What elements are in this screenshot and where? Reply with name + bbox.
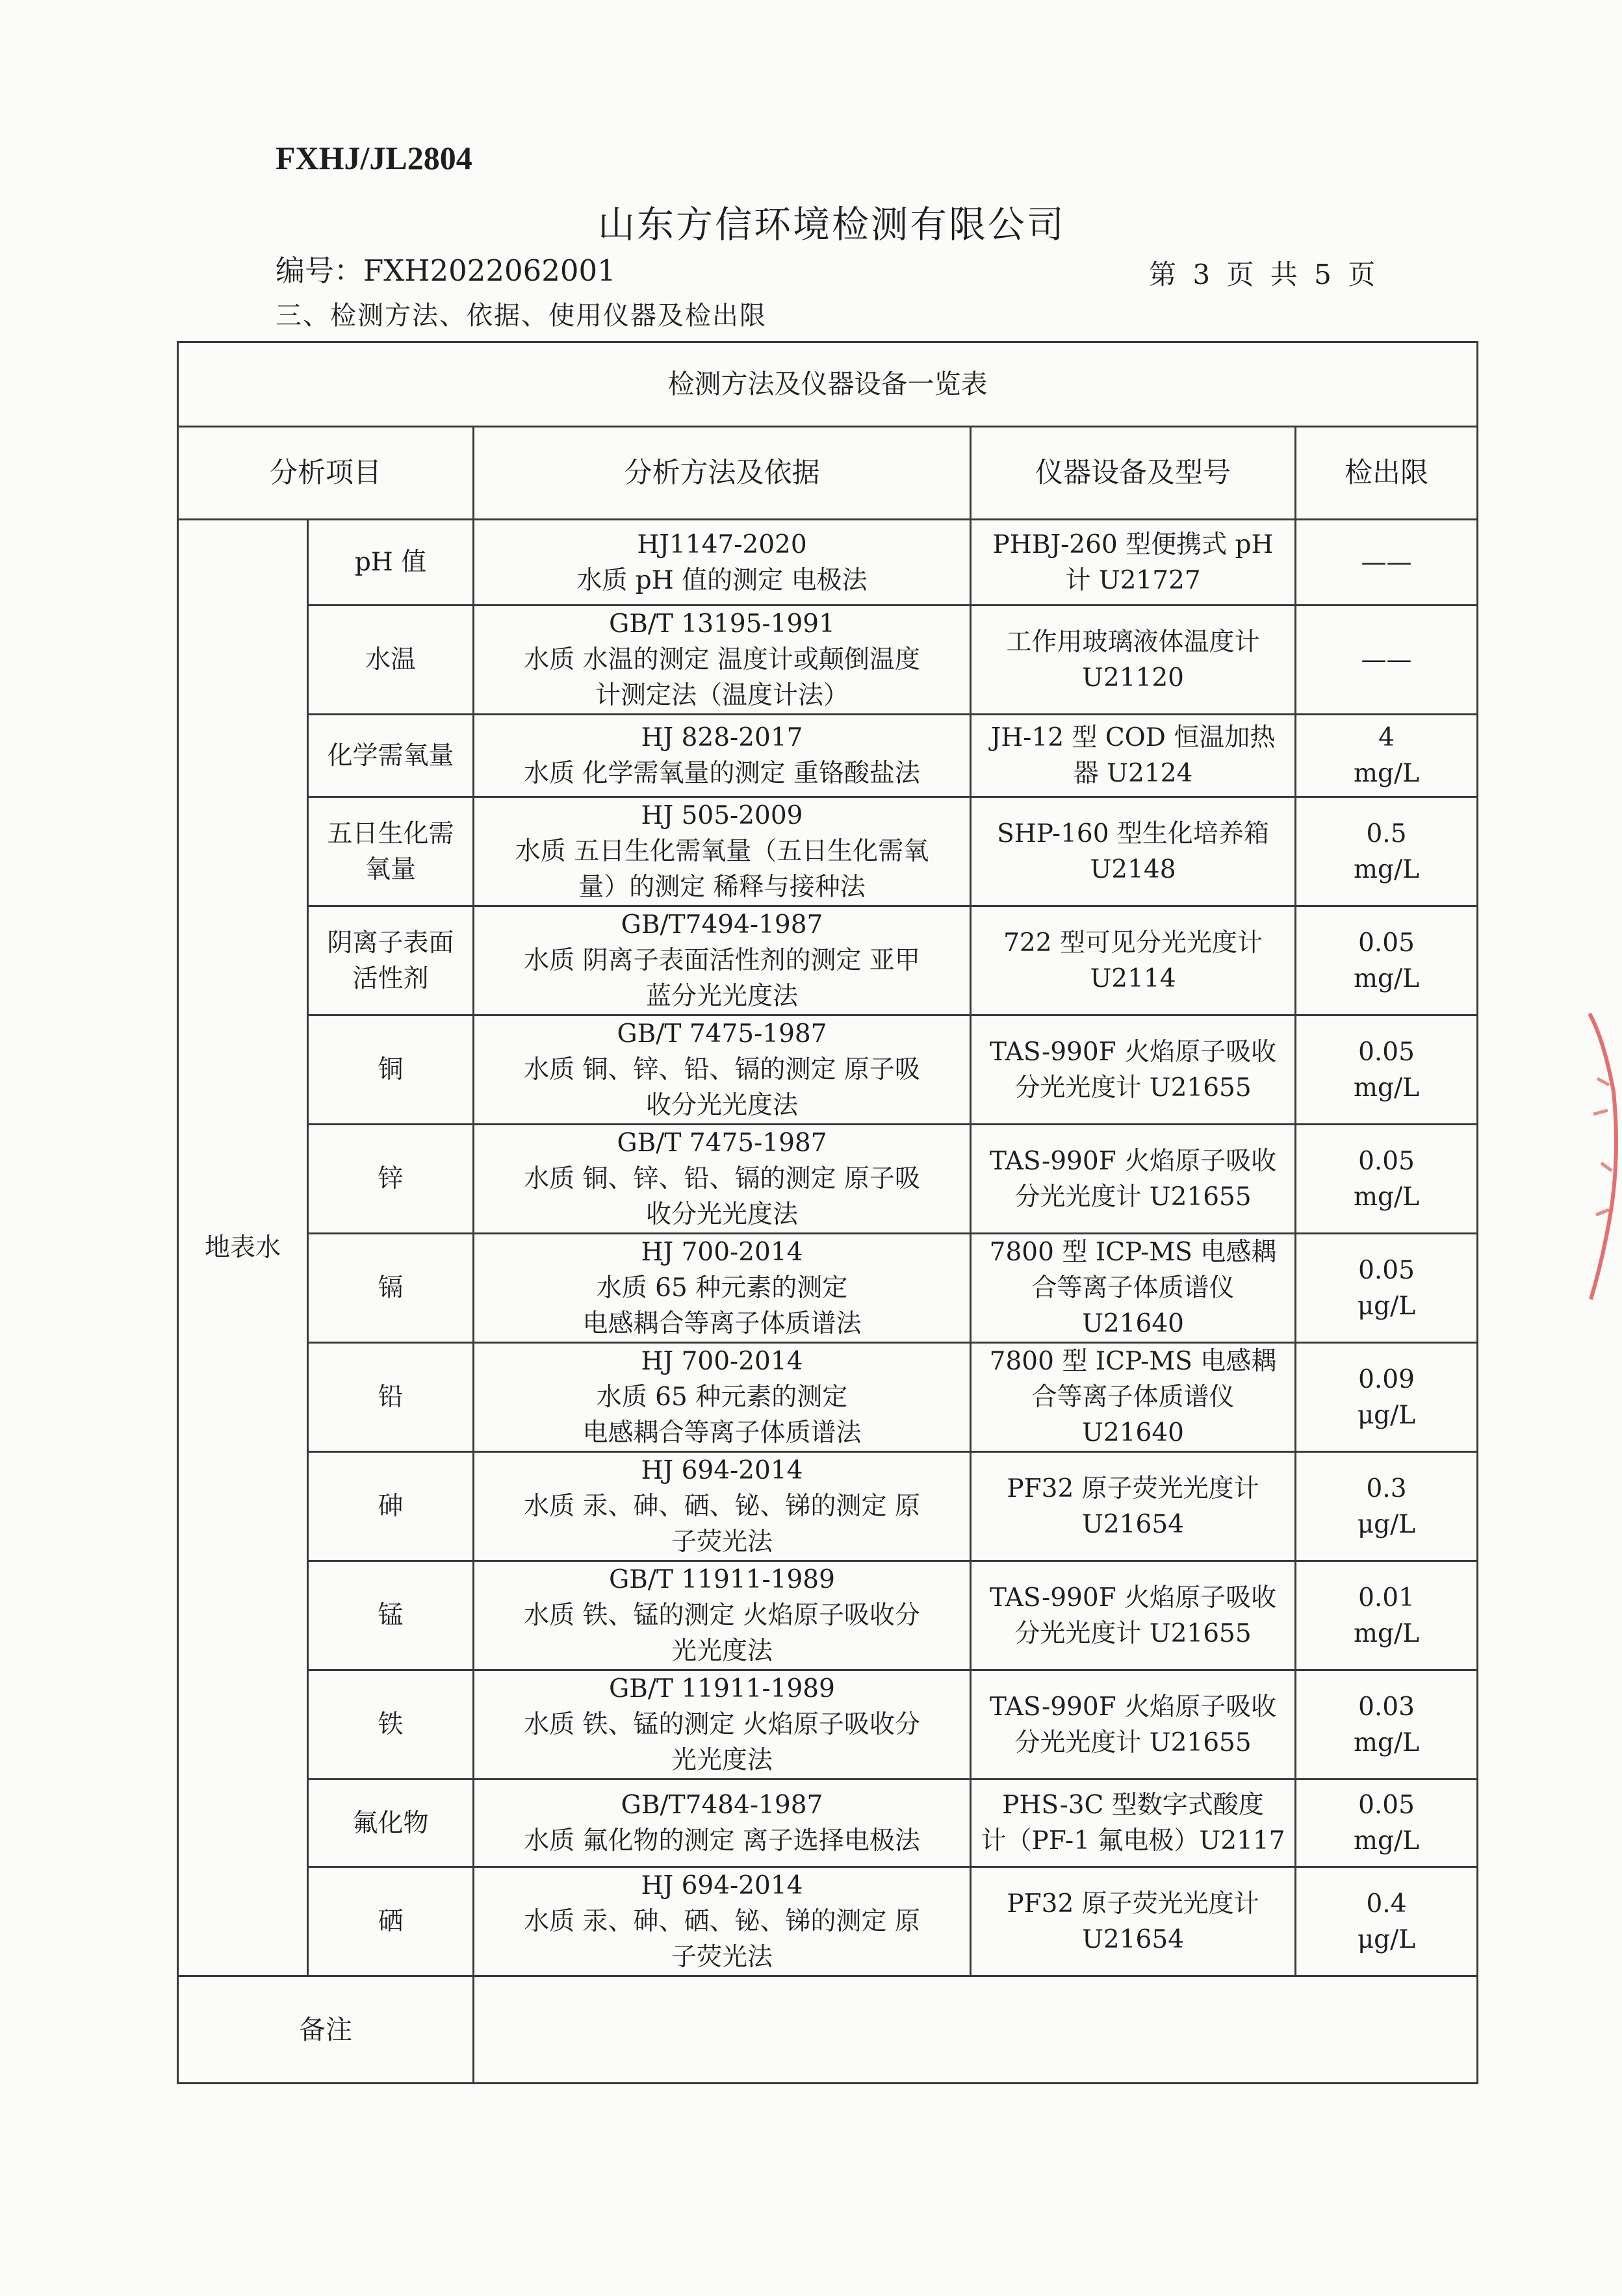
- limit-cell: [1296, 1670, 1478, 1779]
- limit-line: 4: [1378, 723, 1395, 752]
- limit-cell: [1296, 1561, 1478, 1670]
- table-row: [178, 1015, 1478, 1125]
- method-line: 水质 阴离子表面活性剂的测定 亚甲: [524, 946, 920, 975]
- table-row: [178, 906, 1478, 1015]
- method-line: 收分光光度法: [645, 1091, 798, 1120]
- limit-cell: [1296, 1125, 1478, 1234]
- instrument-line: 器 U2124: [1073, 759, 1193, 788]
- limit-line: 0.05: [1358, 1146, 1415, 1176]
- limit-line: 0.05: [1358, 928, 1415, 958]
- limit-cell: [1296, 906, 1478, 1015]
- item-cell: [308, 715, 474, 797]
- method-cell: [474, 715, 971, 797]
- instrument-cell: [971, 1670, 1296, 1779]
- item-line: 硒: [378, 1907, 404, 1936]
- limit-line: 0.3: [1366, 1473, 1407, 1503]
- table-row: [178, 715, 1478, 797]
- method-line: 水质 汞、砷、硒、铋、锑的测定 原: [524, 1492, 920, 1521]
- instrument-line: JH-12 型 COD 恒温加热: [990, 723, 1276, 752]
- limit-line: 0.01: [1358, 1583, 1415, 1613]
- instrument-line: U2114: [1090, 963, 1176, 993]
- table-row: [178, 1452, 1478, 1561]
- limit-line: 0.03: [1358, 1692, 1415, 1722]
- limit-line: 0.05: [1358, 1791, 1415, 1820]
- method-line: 水质 铁、锰的测定 火焰原子吸收分: [524, 1601, 920, 1630]
- table-row: [178, 797, 1478, 906]
- item-line: 活性剂: [352, 963, 429, 993]
- instrument-cell: [971, 520, 1296, 606]
- item-line: 锰: [378, 1601, 404, 1630]
- instrument-cell: [971, 797, 1296, 906]
- section-title: 三、检测方法、依据、使用仪器及检出限: [276, 301, 767, 331]
- method-line: HJ 694-2014: [641, 1456, 803, 1485]
- method-line: 电感耦合等离子体质谱法: [582, 1309, 862, 1338]
- method-cell: [474, 1234, 971, 1343]
- item-line: 水温: [365, 645, 416, 674]
- table-row: [178, 520, 1478, 606]
- page-info: 第 3 页 共 5 页: [1149, 259, 1380, 290]
- item-cell: [308, 606, 474, 715]
- instrument-line: 722 型可见分光光度计: [1003, 928, 1263, 958]
- method-cell: [474, 906, 971, 1015]
- instrument-line: 分光光度计 U21655: [1014, 1728, 1252, 1757]
- limit-line: mg/L: [1354, 963, 1419, 993]
- method-line: 子荧光法: [671, 1943, 773, 1972]
- company-name: 山东方信环境检测有限公司: [598, 203, 1066, 246]
- instrument-cell: [971, 906, 1296, 1015]
- document-code: FXHJ/JL2804: [276, 140, 472, 176]
- item-line: 锌: [378, 1164, 404, 1193]
- instrument-line: SHP-160 型生化培养箱: [997, 819, 1269, 848]
- method-cell: [474, 606, 971, 715]
- table-row: [178, 1867, 1478, 1976]
- instrument-line: U21640: [1082, 1309, 1184, 1338]
- instrument-line: U21640: [1082, 1418, 1184, 1448]
- item-cell: [308, 1125, 474, 1234]
- method-line: 蓝分光光度法: [645, 982, 798, 1011]
- method-line: 计测定法（温度计法）: [595, 681, 849, 710]
- instrument-cell: [971, 715, 1296, 797]
- item-cell: [308, 1234, 474, 1343]
- method-line: 子荧光法: [671, 1527, 773, 1557]
- method-line: HJ1147-2020: [637, 529, 807, 559]
- instrument-cell: [971, 1234, 1296, 1343]
- table-title: 检测方法及仪器设备一览表: [178, 342, 1478, 427]
- limit-line: mg/L: [1354, 1826, 1419, 1856]
- instrument-line: TAS-990F 火焰原子吸收: [989, 1692, 1277, 1722]
- method-line: GB/T7484-1987: [621, 1791, 823, 1820]
- instrument-line: U21120: [1082, 663, 1184, 693]
- limit-cell: [1296, 1867, 1478, 1976]
- item-cell: [308, 1867, 474, 1976]
- item-line: 铜: [378, 1055, 404, 1084]
- instrument-line: 分光光度计 U21655: [1014, 1618, 1252, 1648]
- limit-line: 0.05: [1358, 1037, 1415, 1067]
- instrument-line: 计 U21727: [1065, 565, 1201, 595]
- method-line: 水质 化学需氧量的测定 重铬酸盐法: [524, 759, 920, 788]
- limit-line: μg/L: [1357, 1400, 1416, 1430]
- instrument-line: 7800 型 ICP-MS 电感耦: [989, 1238, 1277, 1267]
- method-line: GB/T 13195-1991: [609, 609, 835, 639]
- limit-line: mg/L: [1354, 1182, 1419, 1212]
- instrument-line: TAS-990F 火焰原子吸收: [989, 1146, 1277, 1176]
- item-line: 砷: [378, 1492, 404, 1521]
- instrument-cell: [971, 1015, 1296, 1125]
- item-line: 铅: [378, 1383, 404, 1412]
- item-cell: [308, 1561, 474, 1670]
- item-line: pH 值: [354, 548, 427, 577]
- remark-value: [474, 1976, 1478, 2084]
- method-line: 水质 65 种元素的测定: [596, 1273, 848, 1303]
- instrument-line: 7800 型 ICP-MS 电感耦: [989, 1347, 1277, 1376]
- method-line: 水质 铜、锌、铅、镉的测定 原子吸: [524, 1164, 920, 1193]
- method-cell: [474, 797, 971, 906]
- method-cell: [474, 1670, 971, 1779]
- header-method: 分析方法及依据: [474, 427, 971, 520]
- limit-cell: [1296, 715, 1478, 797]
- instrument-line: 分光光度计 U21655: [1014, 1073, 1252, 1103]
- table-row: [178, 1125, 1478, 1234]
- remark-label: 备注: [178, 1976, 474, 2084]
- limit-line: 0.4: [1366, 1889, 1407, 1919]
- limit-line: μg/L: [1357, 1924, 1416, 1954]
- item-line: 氧量: [365, 854, 416, 884]
- method-line: 水质 氟化物的测定 离子选择电极法: [524, 1826, 920, 1856]
- method-cell: [474, 1015, 971, 1125]
- method-line: 水质 水温的测定 温度计或颠倒温度: [524, 645, 920, 674]
- method-line: GB/T 11911-1989: [609, 1674, 835, 1703]
- limit-line: μg/L: [1357, 1509, 1416, 1539]
- limit-line: ——: [1361, 548, 1412, 577]
- instrument-line: 合等离子体质谱仪: [1031, 1383, 1235, 1412]
- table-row: [178, 1343, 1478, 1452]
- item-line: 阴离子表面: [327, 928, 454, 958]
- limit-line: μg/L: [1357, 1291, 1416, 1321]
- category-label: 地表水: [204, 1233, 281, 1262]
- method-table: [177, 341, 1478, 2084]
- method-line: 光光度法: [671, 1637, 773, 1666]
- remark-row: [178, 1976, 1478, 2084]
- method-line: GB/T 11911-1989: [609, 1565, 835, 1594]
- table-row: [178, 1234, 1478, 1343]
- instrument-cell: [971, 1867, 1296, 1976]
- instrument-line: 计（PF-1 氟电极）U2117: [981, 1826, 1285, 1856]
- limit-line: mg/L: [1354, 759, 1419, 788]
- limit-cell: [1296, 1452, 1478, 1561]
- method-line: 水质 65 种元素的测定: [596, 1383, 848, 1412]
- red-seal-stamp: [1584, 1001, 1622, 1306]
- item-line: 氟化物: [352, 1808, 429, 1838]
- method-line: HJ 700-2014: [641, 1347, 803, 1376]
- category-cell: [178, 520, 308, 1976]
- limit-cell: [1296, 606, 1478, 715]
- limit-line: ——: [1361, 645, 1412, 674]
- method-line: 量）的测定 稀释与接种法: [578, 873, 866, 902]
- limit-line: mg/L: [1354, 1728, 1419, 1757]
- method-line: HJ 700-2014: [641, 1238, 803, 1267]
- instrument-line: 工作用玻璃液体温度计: [1006, 627, 1260, 657]
- instrument-cell: [971, 1452, 1296, 1561]
- item-cell: [308, 1670, 474, 1779]
- limit-line: 0.5: [1366, 819, 1407, 848]
- method-cell: [474, 1452, 971, 1561]
- limit-line: 0.09: [1358, 1364, 1415, 1394]
- method-line: GB/T 7475-1987: [617, 1019, 827, 1049]
- method-line: 水质 汞、砷、硒、铋、锑的测定 原: [524, 1907, 920, 1936]
- method-line: 电感耦合等离子体质谱法: [582, 1418, 862, 1448]
- method-line: HJ 694-2014: [641, 1871, 803, 1900]
- item-cell: [308, 520, 474, 606]
- limit-line: mg/L: [1354, 1618, 1419, 1648]
- table-row: [178, 1670, 1478, 1779]
- method-line: 水质 铜、锌、铅、镉的测定 原子吸: [524, 1055, 920, 1084]
- item-line: 铁: [378, 1710, 404, 1739]
- method-line: HJ 505-2009: [641, 801, 803, 830]
- method-line: 收分光光度法: [645, 1200, 798, 1229]
- limit-cell: [1296, 1234, 1478, 1343]
- instrument-cell: [971, 606, 1296, 715]
- method-cell: [474, 1561, 971, 1670]
- item-line: 化学需氧量: [327, 741, 454, 771]
- limit-line: 0.05: [1358, 1255, 1415, 1285]
- method-line: 水质 五日生化需氧量（五日生化需氧: [515, 837, 929, 866]
- instrument-line: TAS-990F 火焰原子吸收: [989, 1037, 1277, 1067]
- header-instrument: 仪器设备及型号: [971, 427, 1296, 520]
- item-line: 五日生化需: [327, 819, 454, 848]
- item-cell: [308, 797, 474, 906]
- header-limit: 检出限: [1296, 427, 1478, 520]
- limit-cell: [1296, 1779, 1478, 1867]
- instrument-line: PHBJ-260 型便携式 pH: [992, 529, 1274, 559]
- method-line: GB/T 7475-1987: [617, 1129, 827, 1158]
- instrument-cell: [971, 1779, 1296, 1867]
- method-line: 水质 铁、锰的测定 火焰原子吸收分: [524, 1710, 920, 1739]
- item-cell: [308, 906, 474, 1015]
- table-row: [178, 1779, 1478, 1867]
- table-row: [178, 606, 1478, 715]
- item-cell: [308, 1343, 474, 1452]
- instrument-line: 分光光度计 U21655: [1014, 1182, 1252, 1212]
- method-cell: [474, 520, 971, 606]
- item-cell: [308, 1452, 474, 1561]
- instrument-line: U21654: [1082, 1924, 1184, 1954]
- method-line: HJ 828-2017: [641, 723, 803, 752]
- document-number: 编号：FXH2022062001: [276, 253, 616, 288]
- instrument-cell: [971, 1125, 1296, 1234]
- limit-cell: [1296, 1015, 1478, 1125]
- instrument-line: PF32 原子荧光光度计: [1007, 1473, 1259, 1503]
- limit-cell: [1296, 797, 1478, 906]
- method-cell: [474, 1867, 971, 1976]
- instrument-line: 合等离子体质谱仪: [1031, 1273, 1235, 1303]
- instrument-cell: [971, 1561, 1296, 1670]
- method-line: 光光度法: [671, 1746, 773, 1775]
- method-cell: [474, 1343, 971, 1452]
- method-cell: [474, 1125, 971, 1234]
- instrument-line: U2148: [1090, 854, 1176, 884]
- limit-line: mg/L: [1354, 854, 1419, 884]
- table-row: [178, 1561, 1478, 1670]
- item-line: 镉: [378, 1273, 404, 1303]
- instrument-line: PHS-3C 型数字式酸度: [1002, 1791, 1264, 1820]
- limit-cell: [1296, 1343, 1478, 1452]
- item-cell: [308, 1779, 474, 1867]
- limit-cell: [1296, 520, 1478, 606]
- method-cell: [474, 1779, 971, 1867]
- method-line: GB/T7494-1987: [621, 910, 823, 939]
- instrument-line: TAS-990F 火焰原子吸收: [989, 1583, 1277, 1613]
- instrument-line: PF32 原子荧光光度计: [1007, 1889, 1259, 1919]
- header-item: 分析项目: [178, 427, 474, 520]
- limit-line: mg/L: [1354, 1073, 1419, 1103]
- method-line: 水质 pH 值的测定 电极法: [576, 565, 868, 595]
- item-cell: [308, 1015, 474, 1125]
- instrument-cell: [971, 1343, 1296, 1452]
- instrument-line: U21654: [1082, 1509, 1184, 1539]
